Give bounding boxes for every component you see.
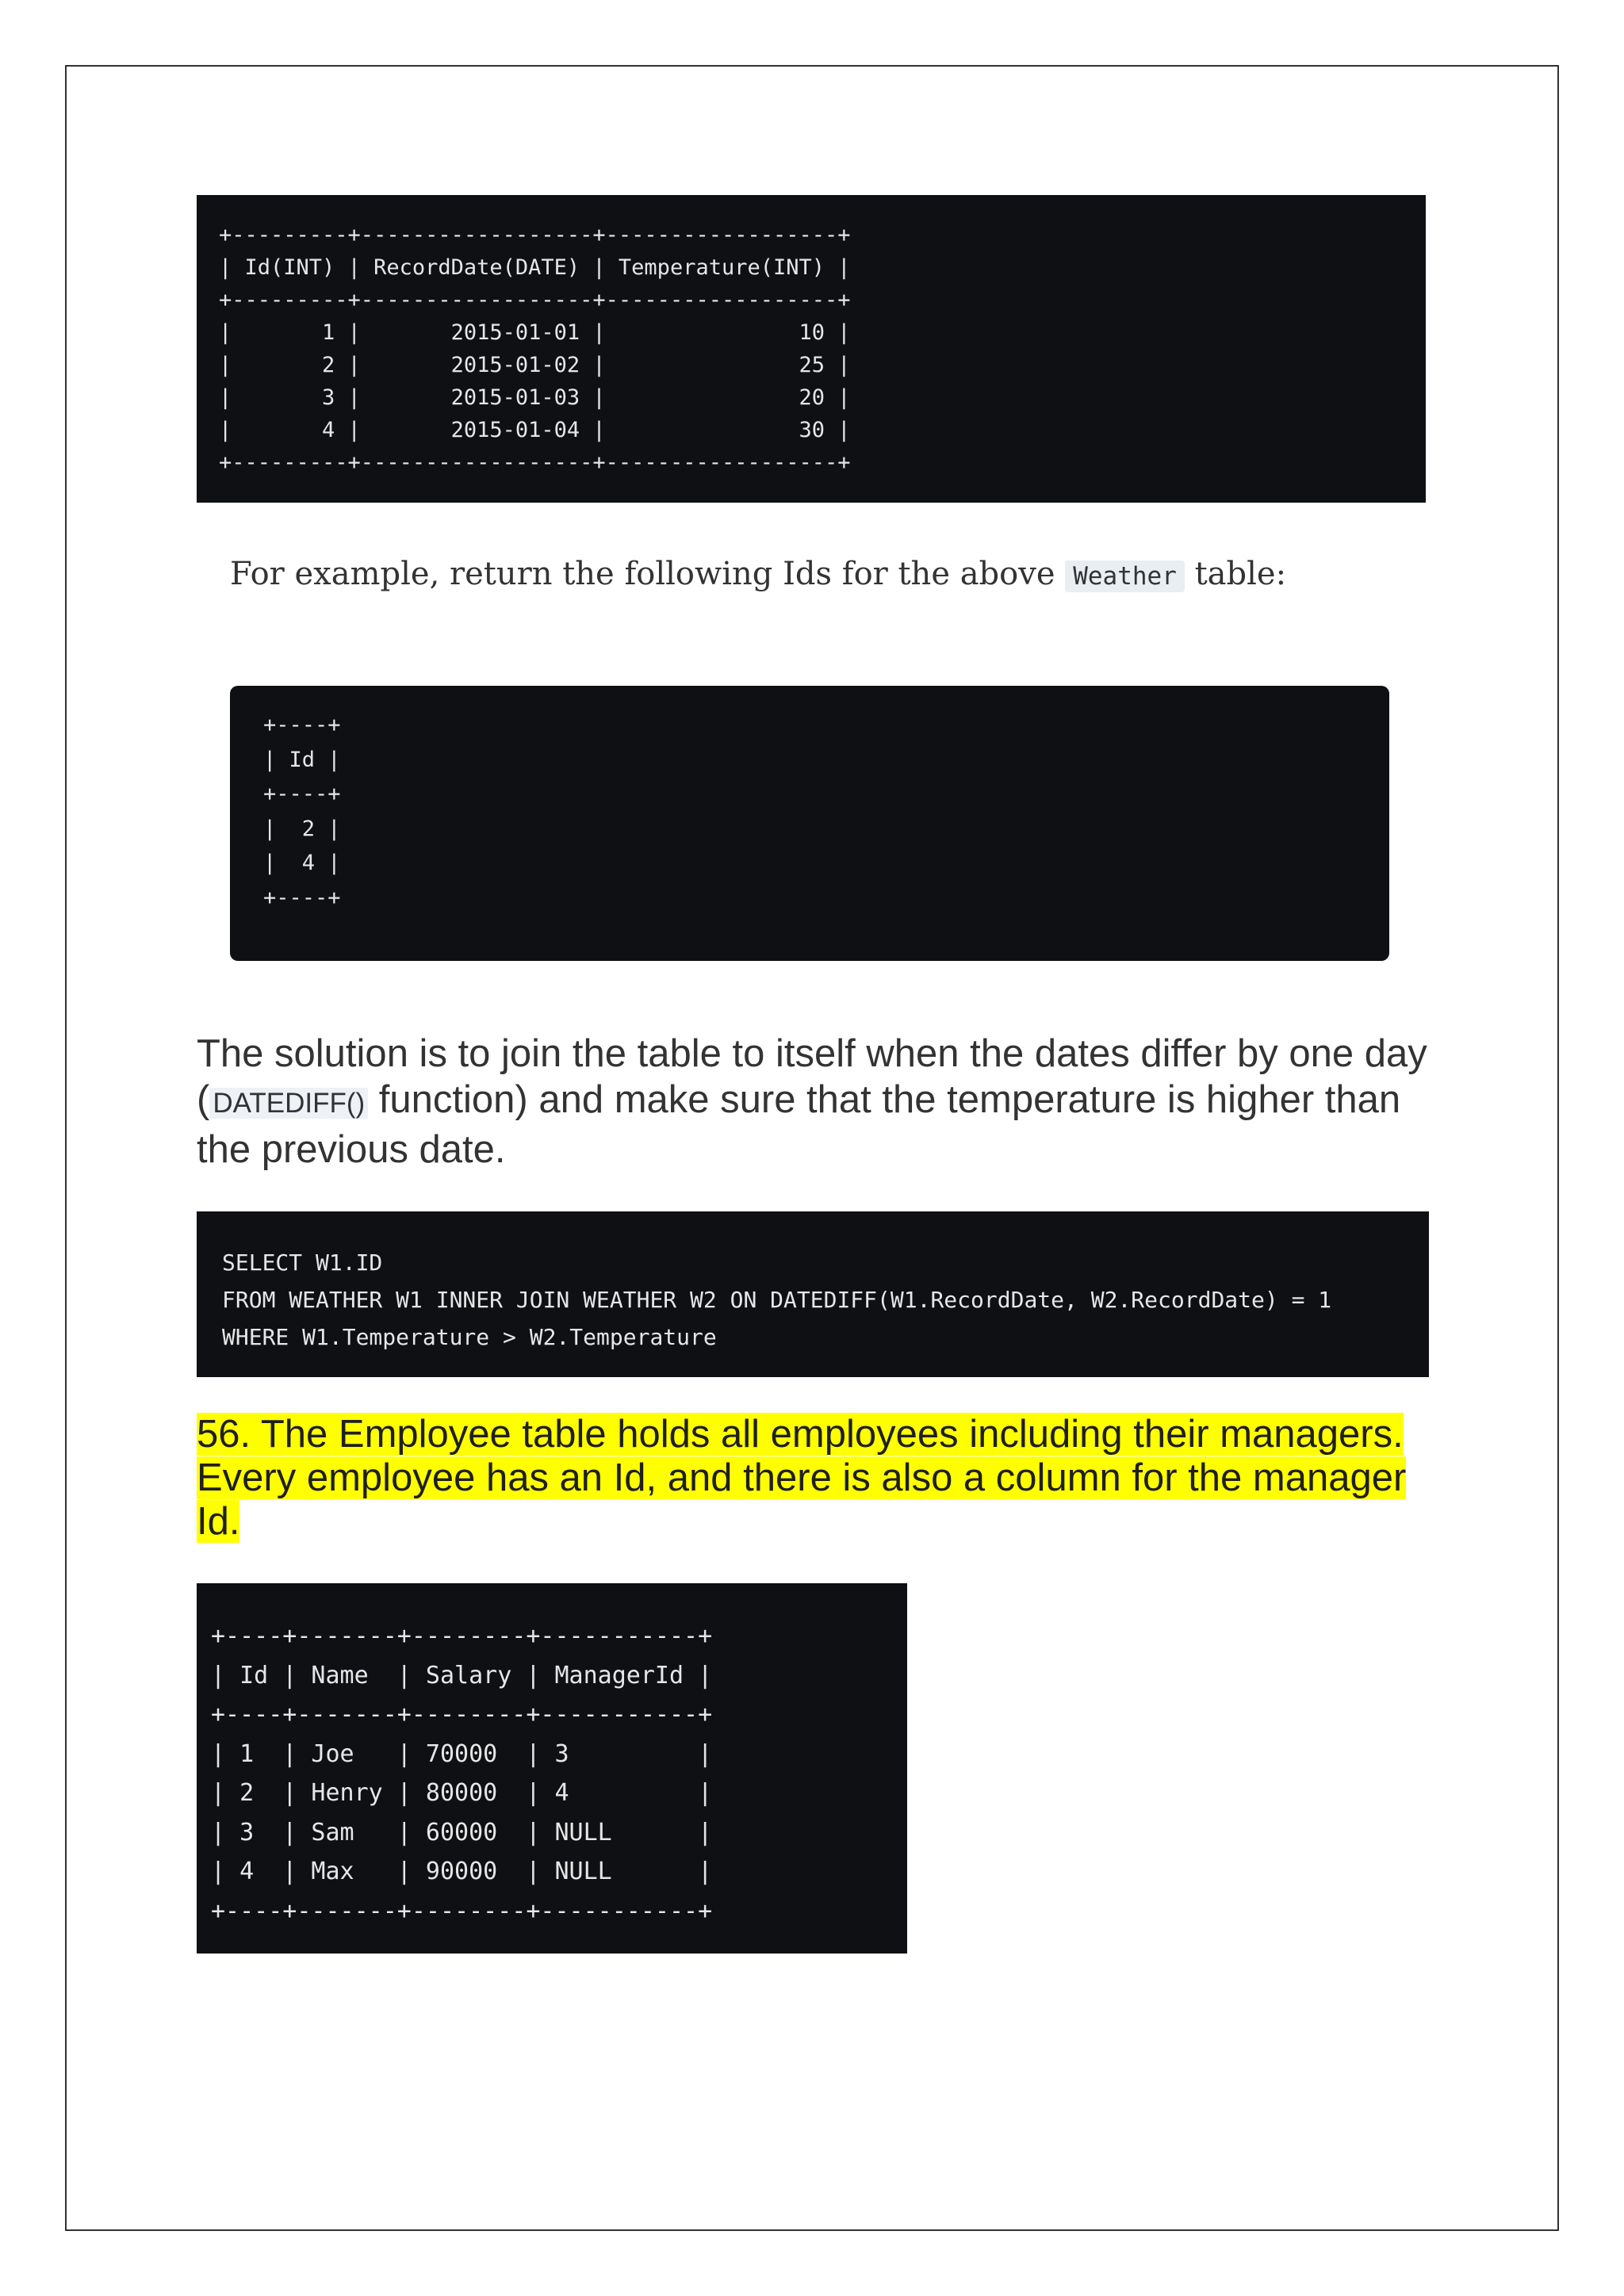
solution-sql-code-block: SELECT W1.ID FROM WEATHER W1 INNER JOIN WEATHER W2 ON DATEDIFF(W1.RecordDate, W2.RecordDate) = 1 WHERE W1.Temperature > W2.Temperature (197, 1211, 1429, 1377)
solution-text-part2: function) and make sure that the temperature is higher than the previous date. (197, 1078, 1401, 1171)
solution-paragraph (197, 1031, 1434, 1173)
result-table-code-block: +----+ | Id | +----+ | 2 | | 4 | +----+ (230, 686, 1389, 961)
example-paragraph (230, 550, 1419, 600)
example-text-before: For example, return the following Ids for the above (230, 556, 1066, 592)
example-text-after: table: (1184, 556, 1287, 592)
weather-table-code-block: +---------+------------------+------------------+ | Id(INT) | RecordDate(DATE) | Temperature(INT) | +---------+------------------+------------------+ | 1 | 2015-01-01 | 10 | | 2 | 2015-01-02 | 25 | | 3 | 2015-01-03 | 20 | | 4 | 2015-01-04 | 30 | +---------+------------------+------------------+ (197, 195, 1426, 503)
employee-table-code-block: +----+-------+--------+-----------+ | Id | Name | Salary | ManagerId | +----+-------+--------+-----------+ | 1 | Joe | 70000 | 3 | | 2 | Henry | 80000 | 4 | | 3 | Sam | 60000 | NULL | | 4 | Max | 90000 | NULL | +----+-------+--------+-----------+ (197, 1583, 907, 1954)
question-56-highlighted-text: 56. The Employee table holds all employees including their managers. Every employee has an Id, and there is also a column for the manager Id. (197, 1413, 1407, 1543)
datediff-inline-code: DATEDIFF() (209, 1088, 368, 1119)
weather-inline-code: Weather (1065, 561, 1185, 592)
solution-text-part1: The solution is to join the table to itself when the dates differ by one day ( (197, 1032, 1427, 1121)
question-56-heading (197, 1413, 1434, 1544)
